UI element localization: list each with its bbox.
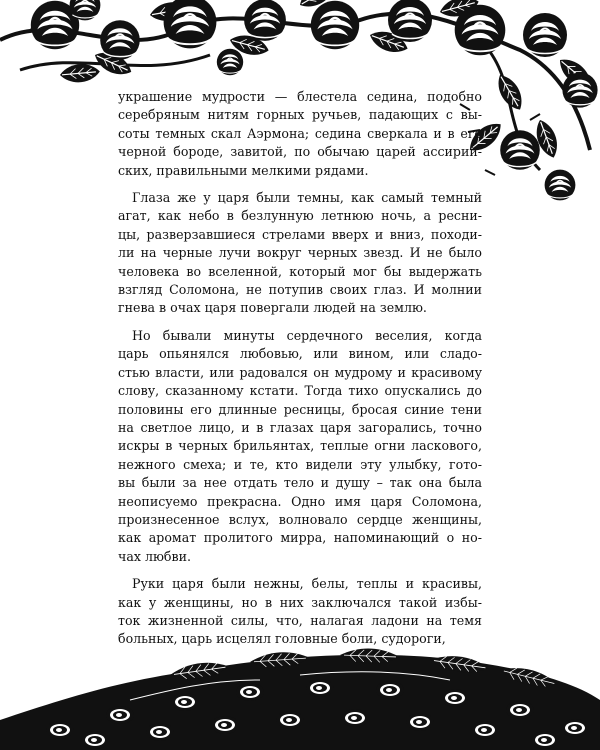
text-line: стью власти, или радовался он мудрому и красивому bbox=[118, 364, 482, 380]
text-line: ских, правильными мелкими рядами. bbox=[118, 162, 369, 178]
text-line: Но бывали минуты сердечного веселия, когда bbox=[132, 327, 482, 343]
text-line: агат, как небо в безлунную летнюю ночь, а ресни- bbox=[118, 208, 482, 224]
paragraph bbox=[118, 327, 482, 566]
text-line: Руки царя были нежны, белы, теплы и красивы, bbox=[132, 576, 482, 592]
text-line: половины его длинные ресницы, бросая синие тени bbox=[118, 401, 482, 417]
text-line: произнесенное вслух, волновало сердце женщины, bbox=[118, 511, 482, 527]
text-line: взгляд Соломона, не потупив своих глаз. И молнии bbox=[118, 282, 482, 298]
peacock-feather-icon bbox=[0, 640, 600, 750]
text-line: слову, сказанному кстати. Тогда тихо опускались до bbox=[118, 383, 482, 399]
paragraph bbox=[118, 189, 482, 318]
body-text bbox=[118, 88, 482, 649]
text-line: человека во вселенной, который мог бы выдержать bbox=[118, 263, 482, 279]
text-line: ток жизненной силы, что, налагая ладони на темя bbox=[118, 612, 482, 628]
paragraph-gap bbox=[118, 180, 482, 189]
text-line: соты темных скал Аэрмона; седина сверкала и в его bbox=[118, 125, 482, 141]
text-line: гнева в очах царя повергали людей на землю. bbox=[118, 300, 427, 316]
paragraph-gap bbox=[118, 318, 482, 327]
text-line: как у женщины, но в них заключался такой избы- bbox=[118, 594, 482, 610]
text-line: больных, царь исцелял головные боли, судороги, bbox=[118, 631, 446, 647]
text-line: нежного смеха; и те, кто видели эту улыбку, гото- bbox=[118, 456, 482, 472]
text-line: цы, разверзавшиеся стрелами вверх и вниз, походи- bbox=[118, 226, 482, 242]
text-line: на светлое лицо, и в глазах царя загорались, точно bbox=[118, 419, 482, 435]
text-line: украшение мудрости — блестела седина, подобно bbox=[118, 89, 482, 104]
text-line: как аромат пролитого мирра, напоминающий о но- bbox=[118, 530, 482, 546]
text-line: серебряным нитям горных ручьев, падающих с вы- bbox=[118, 107, 482, 123]
paragraph-gap bbox=[118, 566, 482, 575]
text-line: вы были за нее отдать тело и душу – так она была bbox=[118, 475, 482, 491]
text-line: царь опьянялся любовью, или вином, или сладо- bbox=[118, 346, 482, 362]
text-line: неописуемо прекрасна. Одно имя царя Соломона, bbox=[118, 493, 482, 509]
text-line: ли на черные лучи вокруг черных звезд. И не было bbox=[118, 245, 482, 261]
text-line: искры в черных брильянтах, теплые огни ласкового, bbox=[118, 438, 482, 454]
paragraph bbox=[118, 88, 482, 180]
paragraph bbox=[118, 575, 482, 649]
text-line: чах любви. bbox=[118, 548, 191, 564]
text-line: Глаза же у царя были темны, как самый темный bbox=[132, 190, 482, 206]
text-line: черной бороде, завитой, по обычаю царей ассирий- bbox=[118, 144, 482, 160]
